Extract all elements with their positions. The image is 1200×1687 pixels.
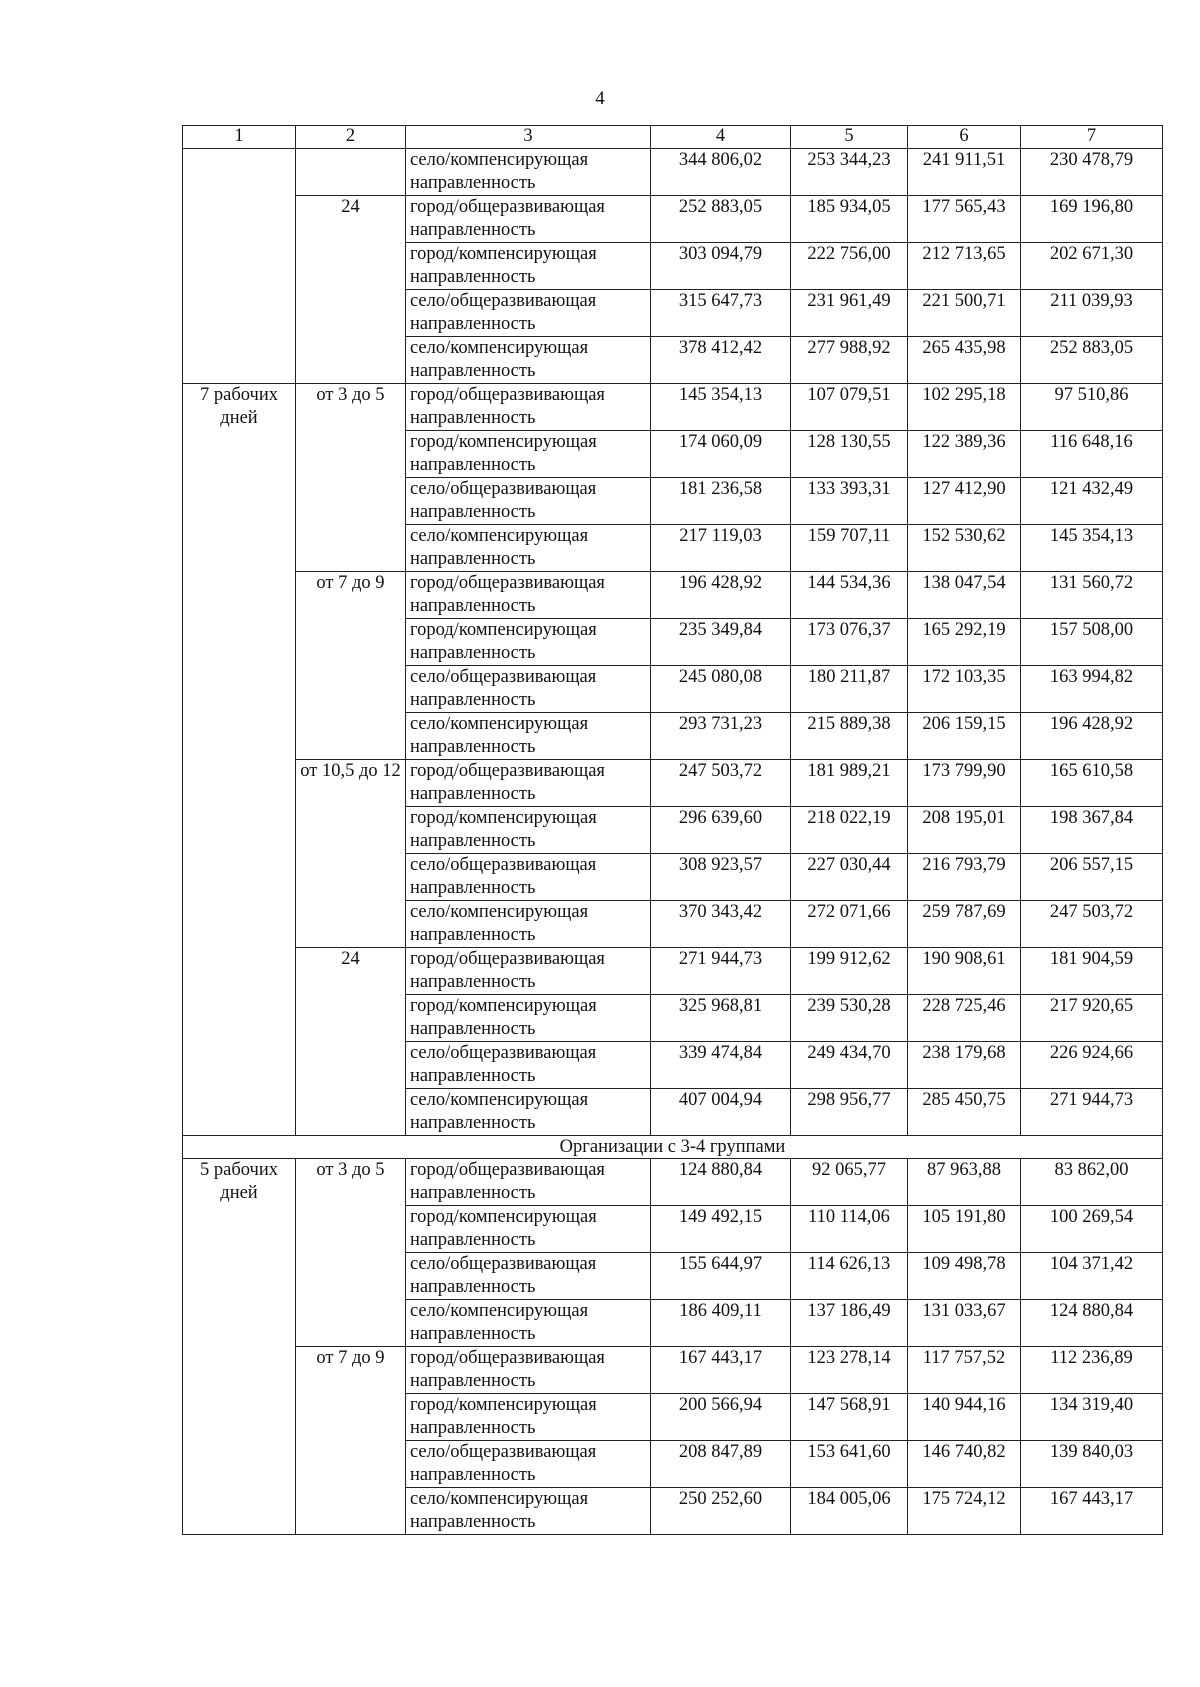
value-cell: 177 565,43 bbox=[908, 196, 1021, 243]
value-cell: 238 179,68 bbox=[908, 1042, 1021, 1089]
direction-cell: город/общеразвивающая направленность bbox=[406, 384, 651, 431]
direction-cell: город/компенсирующая направленность bbox=[406, 995, 651, 1042]
direction-cell: город/компенсирующая направленность bbox=[406, 243, 651, 290]
value-cell: 124 880,84 bbox=[1021, 1300, 1163, 1347]
value-cell: 235 349,84 bbox=[651, 619, 791, 666]
value-cell: 180 211,87 bbox=[791, 666, 908, 713]
direction-cell: село/компенсирующая направленность bbox=[406, 1488, 651, 1535]
direction-cell: село/компенсирующая направленность bbox=[406, 901, 651, 948]
value-cell: 173 799,90 bbox=[908, 760, 1021, 807]
value-cell: 155 644,97 bbox=[651, 1253, 791, 1300]
value-cell: 152 530,62 bbox=[908, 525, 1021, 572]
value-cell: 245 080,08 bbox=[651, 666, 791, 713]
value-cell: 211 039,93 bbox=[1021, 290, 1163, 337]
direction-cell: село/компенсирующая направленность bbox=[406, 1300, 651, 1347]
value-cell: 163 994,82 bbox=[1021, 666, 1163, 713]
value-cell: 239 530,28 bbox=[791, 995, 908, 1042]
value-cell: 252 883,05 bbox=[651, 196, 791, 243]
direction-cell: село/общеразвивающая направленность bbox=[406, 666, 651, 713]
value-cell: 138 047,54 bbox=[908, 572, 1021, 619]
header-cell: 1 bbox=[183, 126, 296, 149]
value-cell: 181 236,58 bbox=[651, 478, 791, 525]
value-cell: 169 196,80 bbox=[1021, 196, 1163, 243]
table-row bbox=[183, 760, 1163, 807]
value-cell: 133 393,31 bbox=[791, 478, 908, 525]
value-cell: 249 434,70 bbox=[791, 1042, 908, 1089]
value-cell: 105 191,80 bbox=[908, 1206, 1021, 1253]
direction-cell: город/компенсирующая направленность bbox=[406, 1394, 651, 1441]
value-cell: 87 963,88 bbox=[908, 1159, 1021, 1206]
value-cell: 114 626,13 bbox=[791, 1253, 908, 1300]
tariff-table bbox=[182, 125, 1163, 1535]
value-cell: 339 474,84 bbox=[651, 1042, 791, 1089]
stay-hours-cell: 24 bbox=[296, 948, 406, 1136]
value-cell: 202 671,30 bbox=[1021, 243, 1163, 290]
value-cell: 285 450,75 bbox=[908, 1089, 1021, 1136]
value-cell: 208 195,01 bbox=[908, 807, 1021, 854]
value-cell: 167 443,17 bbox=[1021, 1488, 1163, 1535]
direction-cell: село/общеразвивающая направленность bbox=[406, 854, 651, 901]
direction-cell: село/компенсирующая направленность bbox=[406, 525, 651, 572]
work-schedule-cell bbox=[183, 149, 296, 384]
value-cell: 100 269,54 bbox=[1021, 1206, 1163, 1253]
value-cell: 253 344,23 bbox=[791, 149, 908, 196]
stay-hours-cell: 24 bbox=[296, 196, 406, 384]
value-cell: 173 076,37 bbox=[791, 619, 908, 666]
header-cell: 2 bbox=[296, 126, 406, 149]
section-row-group bbox=[183, 1136, 1163, 1159]
value-cell: 407 004,94 bbox=[651, 1089, 791, 1136]
direction-cell: город/компенсирующая направленность bbox=[406, 807, 651, 854]
value-cell: 216 793,79 bbox=[908, 854, 1021, 901]
direction-cell: село/общеразвивающая направленность bbox=[406, 1042, 651, 1089]
value-cell: 146 740,82 bbox=[908, 1441, 1021, 1488]
value-cell: 116 648,16 bbox=[1021, 431, 1163, 478]
header-cell: 7 bbox=[1021, 126, 1163, 149]
direction-cell: село/общеразвивающая направленность bbox=[406, 1441, 651, 1488]
value-cell: 277 988,92 bbox=[791, 337, 908, 384]
work-schedule-cell: 7 рабочих дней bbox=[183, 384, 296, 1136]
value-cell: 247 503,72 bbox=[651, 760, 791, 807]
value-cell: 217 920,65 bbox=[1021, 995, 1163, 1042]
value-cell: 131 560,72 bbox=[1021, 572, 1163, 619]
table-row bbox=[183, 196, 1163, 243]
value-cell: 196 428,92 bbox=[651, 572, 791, 619]
direction-cell: город/компенсирующая направленность bbox=[406, 431, 651, 478]
direction-cell: село/компенсирующая направленность bbox=[406, 337, 651, 384]
direction-cell: город/общеразвивающая направленность bbox=[406, 1347, 651, 1394]
value-cell: 303 094,79 bbox=[651, 243, 791, 290]
value-cell: 196 428,92 bbox=[1021, 713, 1163, 760]
value-cell: 247 503,72 bbox=[1021, 901, 1163, 948]
direction-cell: город/общеразвивающая направленность bbox=[406, 572, 651, 619]
value-cell: 92 065,77 bbox=[791, 1159, 908, 1206]
direction-cell: город/компенсирующая направленность bbox=[406, 1206, 651, 1253]
value-cell: 252 883,05 bbox=[1021, 337, 1163, 384]
value-cell: 293 731,23 bbox=[651, 713, 791, 760]
value-cell: 174 060,09 bbox=[651, 431, 791, 478]
direction-cell: село/общеразвивающая направленность bbox=[406, 1253, 651, 1300]
value-cell: 221 500,71 bbox=[908, 290, 1021, 337]
value-cell: 153 641,60 bbox=[791, 1441, 908, 1488]
value-cell: 165 610,58 bbox=[1021, 760, 1163, 807]
value-cell: 206 557,15 bbox=[1021, 854, 1163, 901]
value-cell: 226 924,66 bbox=[1021, 1042, 1163, 1089]
value-cell: 112 236,89 bbox=[1021, 1347, 1163, 1394]
direction-cell: село/общеразвивающая направленность bbox=[406, 290, 651, 337]
stay-hours-cell: от 10,5 до 12 bbox=[296, 760, 406, 948]
work-schedule-cell: 5 рабочих дней bbox=[183, 1159, 296, 1535]
value-cell: 315 647,73 bbox=[651, 290, 791, 337]
value-cell: 109 498,78 bbox=[908, 1253, 1021, 1300]
value-cell: 217 119,03 bbox=[651, 525, 791, 572]
value-cell: 157 508,00 bbox=[1021, 619, 1163, 666]
table-row bbox=[183, 948, 1163, 995]
page-number: 4 bbox=[595, 88, 605, 109]
direction-cell: город/общеразвивающая направленность bbox=[406, 948, 651, 995]
direction-cell: город/общеразвивающая направленность bbox=[406, 196, 651, 243]
direction-cell: село/компенсирующая направленность bbox=[406, 713, 651, 760]
value-cell: 137 186,49 bbox=[791, 1300, 908, 1347]
direction-cell: село/общеразвивающая направленность bbox=[406, 478, 651, 525]
value-cell: 378 412,42 bbox=[651, 337, 791, 384]
block-7-days bbox=[183, 384, 1163, 1136]
value-cell: 145 354,13 bbox=[1021, 525, 1163, 572]
value-cell: 149 492,15 bbox=[651, 1206, 791, 1253]
value-cell: 172 103,35 bbox=[908, 666, 1021, 713]
value-cell: 208 847,89 bbox=[651, 1441, 791, 1488]
value-cell: 370 343,42 bbox=[651, 901, 791, 948]
value-cell: 271 944,73 bbox=[1021, 1089, 1163, 1136]
value-cell: 140 944,16 bbox=[908, 1394, 1021, 1441]
direction-cell: село/компенсирующая направленность bbox=[406, 1089, 651, 1136]
value-cell: 102 295,18 bbox=[908, 384, 1021, 431]
value-cell: 212 713,65 bbox=[908, 243, 1021, 290]
table-row bbox=[183, 149, 1163, 196]
value-cell: 325 968,81 bbox=[651, 995, 791, 1042]
header-cell: 5 bbox=[791, 126, 908, 149]
direction-cell: город/компенсирующая направленность bbox=[406, 619, 651, 666]
direction-cell: город/общеразвивающая направленность bbox=[406, 760, 651, 807]
value-cell: 131 033,67 bbox=[908, 1300, 1021, 1347]
value-cell: 271 944,73 bbox=[651, 948, 791, 995]
value-cell: 159 707,11 bbox=[791, 525, 908, 572]
value-cell: 296 639,60 bbox=[651, 807, 791, 854]
value-cell: 200 566,94 bbox=[651, 1394, 791, 1441]
stay-hours-cell: от 3 до 5 bbox=[296, 384, 406, 572]
value-cell: 165 292,19 bbox=[908, 619, 1021, 666]
header-cell: 4 bbox=[651, 126, 791, 149]
value-cell: 250 252,60 bbox=[651, 1488, 791, 1535]
value-cell: 83 862,00 bbox=[1021, 1159, 1163, 1206]
value-cell: 97 510,86 bbox=[1021, 384, 1163, 431]
stay-hours-cell: от 7 до 9 bbox=[296, 1347, 406, 1535]
value-cell: 190 908,61 bbox=[908, 948, 1021, 995]
value-cell: 228 725,46 bbox=[908, 995, 1021, 1042]
header-cell: 3 bbox=[406, 126, 651, 149]
value-cell: 231 961,49 bbox=[791, 290, 908, 337]
value-cell: 241 911,51 bbox=[908, 149, 1021, 196]
value-cell: 186 409,11 bbox=[651, 1300, 791, 1347]
direction-cell: город/общеразвивающая направленность bbox=[406, 1159, 651, 1206]
value-cell: 184 005,06 bbox=[791, 1488, 908, 1535]
header-cell: 6 bbox=[908, 126, 1021, 149]
stay-hours-cell: от 3 до 5 bbox=[296, 1159, 406, 1347]
value-cell: 272 071,66 bbox=[791, 901, 908, 948]
value-cell: 222 756,00 bbox=[791, 243, 908, 290]
value-cell: 110 114,06 bbox=[791, 1206, 908, 1253]
table-row bbox=[183, 1159, 1163, 1206]
value-cell: 145 354,13 bbox=[651, 384, 791, 431]
stay-hours-cell: от 7 до 9 bbox=[296, 572, 406, 760]
value-cell: 265 435,98 bbox=[908, 337, 1021, 384]
value-cell: 206 159,15 bbox=[908, 713, 1021, 760]
value-cell: 147 568,91 bbox=[791, 1394, 908, 1441]
value-cell: 134 319,40 bbox=[1021, 1394, 1163, 1441]
value-cell: 117 757,52 bbox=[908, 1347, 1021, 1394]
value-cell: 167 443,17 bbox=[651, 1347, 791, 1394]
value-cell: 127 412,90 bbox=[908, 478, 1021, 525]
table-row bbox=[183, 384, 1163, 431]
value-cell: 185 934,05 bbox=[791, 196, 908, 243]
value-cell: 308 923,57 bbox=[651, 854, 791, 901]
section-title: Организации с 3-4 группами bbox=[183, 1136, 1163, 1159]
block-continued bbox=[183, 149, 1163, 384]
value-cell: 344 806,02 bbox=[651, 149, 791, 196]
block-5-days bbox=[183, 1159, 1163, 1535]
table-row bbox=[183, 572, 1163, 619]
value-cell: 227 030,44 bbox=[791, 854, 908, 901]
value-cell: 121 432,49 bbox=[1021, 478, 1163, 525]
value-cell: 230 478,79 bbox=[1021, 149, 1163, 196]
value-cell: 139 840,03 bbox=[1021, 1441, 1163, 1488]
value-cell: 128 130,55 bbox=[791, 431, 908, 478]
value-cell: 123 278,14 bbox=[791, 1347, 908, 1394]
value-cell: 122 389,36 bbox=[908, 431, 1021, 478]
value-cell: 144 534,36 bbox=[791, 572, 908, 619]
value-cell: 198 367,84 bbox=[1021, 807, 1163, 854]
value-cell: 215 889,38 bbox=[791, 713, 908, 760]
direction-cell: село/компенсирующая направленность bbox=[406, 149, 651, 196]
value-cell: 175 724,12 bbox=[908, 1488, 1021, 1535]
value-cell: 199 912,62 bbox=[791, 948, 908, 995]
value-cell: 259 787,69 bbox=[908, 901, 1021, 948]
value-cell: 298 956,77 bbox=[791, 1089, 908, 1136]
table-row bbox=[183, 1347, 1163, 1394]
header-row bbox=[183, 126, 1163, 149]
value-cell: 218 022,19 bbox=[791, 807, 908, 854]
value-cell: 124 880,84 bbox=[651, 1159, 791, 1206]
value-cell: 181 904,59 bbox=[1021, 948, 1163, 995]
value-cell: 104 371,42 bbox=[1021, 1253, 1163, 1300]
value-cell: 107 079,51 bbox=[791, 384, 908, 431]
stay-hours-cell bbox=[296, 149, 406, 196]
value-cell: 181 989,21 bbox=[791, 760, 908, 807]
